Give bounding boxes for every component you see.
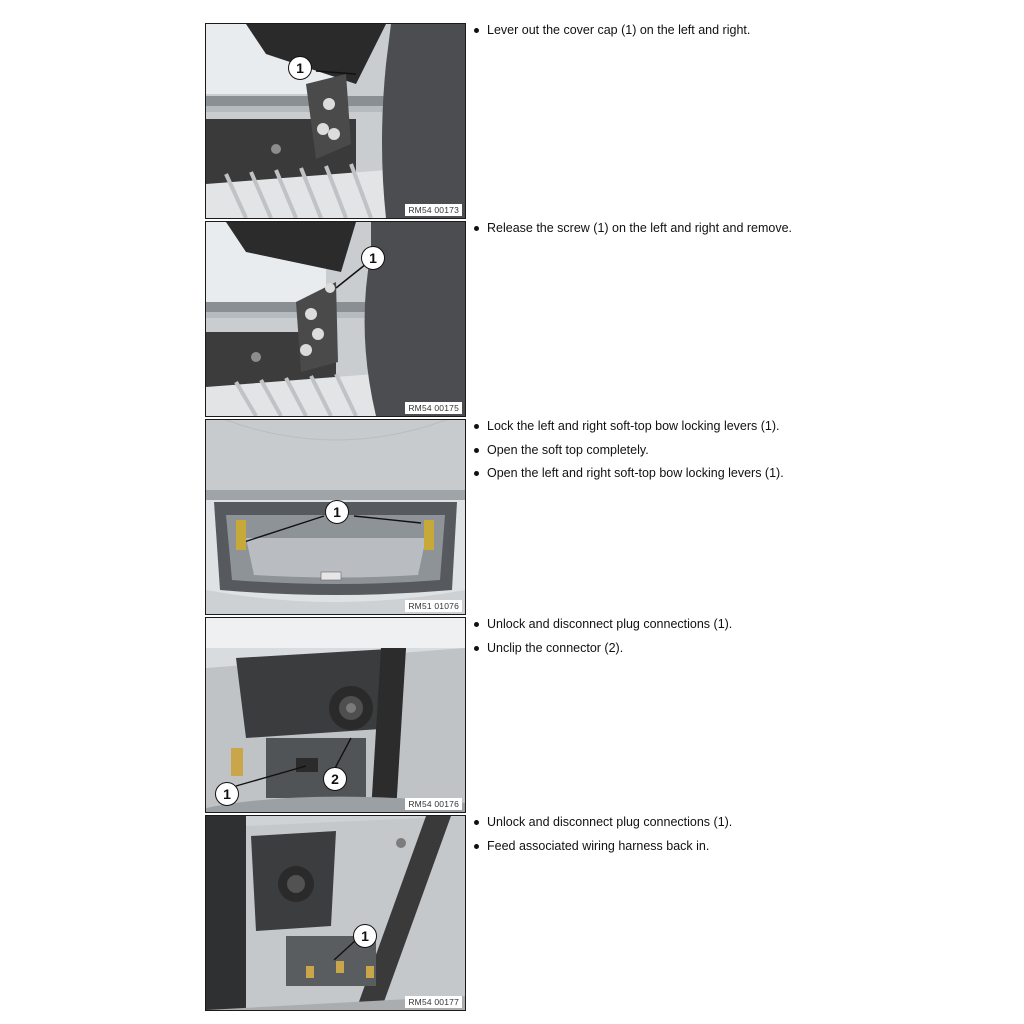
figure-code: RM54 00177 bbox=[405, 996, 462, 1008]
step-4-photo bbox=[205, 617, 466, 813]
step-5-instructions bbox=[471, 814, 843, 861]
step-2-instructions bbox=[471, 220, 843, 244]
step-5 bbox=[205, 815, 845, 1011]
callout-1: 1 bbox=[353, 924, 377, 948]
instruction-text: Unclip the connector (2). bbox=[487, 640, 624, 655]
figure-code: RM54 00176 bbox=[405, 798, 462, 810]
step-1-instructions bbox=[471, 22, 843, 46]
instruction-text: Unlock and disconnect plug connections (1). bbox=[487, 617, 733, 631]
step-1 bbox=[205, 23, 845, 219]
figure-code: RM54 00173 bbox=[405, 204, 462, 216]
instruction-item bbox=[471, 418, 843, 434]
instruction-text: Lock the left and right soft-top bow locking levers (1). bbox=[487, 419, 780, 433]
instruction-text: Feed associated wiring harness back in. bbox=[487, 838, 710, 853]
bullet-icon bbox=[474, 820, 479, 825]
bullet-icon bbox=[474, 424, 479, 429]
step-3 bbox=[205, 419, 845, 615]
instruction-item bbox=[471, 814, 843, 830]
callout-1: 1 bbox=[325, 500, 349, 524]
step-4-instructions bbox=[471, 616, 843, 663]
bullet-icon bbox=[474, 622, 479, 627]
figure-code: RM51 01076 bbox=[405, 600, 462, 612]
bullet-icon bbox=[474, 448, 479, 453]
callout-2: 2 bbox=[323, 767, 347, 791]
step-2-photo bbox=[205, 221, 466, 417]
bullet-icon bbox=[474, 471, 479, 476]
step-5-photo bbox=[205, 815, 466, 1011]
step-2-photo-illustration bbox=[206, 222, 465, 416]
instruction-text: Release the screw (1) on the left and right and remove. bbox=[487, 221, 793, 235]
instruction-item bbox=[471, 22, 843, 38]
callout-1: 1 bbox=[215, 782, 239, 806]
instruction-text: Lever out the cover cap (1) on the left and right. bbox=[487, 23, 751, 37]
step-3-instructions bbox=[471, 418, 843, 489]
instruction-item bbox=[471, 442, 843, 458]
bullet-icon bbox=[474, 226, 479, 231]
callout-1: 1 bbox=[361, 246, 385, 270]
step-1-photo-illustration bbox=[206, 24, 465, 218]
figure-code: RM54 00175 bbox=[405, 402, 462, 414]
instruction-item bbox=[471, 465, 843, 481]
instruction-text: Unlock and disconnect plug connections (1). bbox=[487, 815, 733, 829]
step-4 bbox=[205, 617, 845, 813]
instruction-item bbox=[471, 640, 843, 656]
instruction-item bbox=[471, 220, 843, 236]
step-5-photo-illustration bbox=[206, 816, 465, 1010]
instruction-item bbox=[471, 616, 843, 632]
step-2 bbox=[205, 221, 845, 417]
step-1-photo bbox=[205, 23, 466, 219]
instruction-text: Open the soft top completely. bbox=[487, 442, 649, 457]
instruction-text: Open the left and right soft-top bow locking levers (1). bbox=[487, 466, 784, 480]
instruction-item bbox=[471, 838, 843, 854]
step-3-photo bbox=[205, 419, 466, 615]
bullet-icon bbox=[474, 844, 479, 849]
bullet-icon bbox=[474, 646, 479, 651]
bullet-icon bbox=[474, 28, 479, 33]
callout-1: 1 bbox=[288, 56, 312, 80]
